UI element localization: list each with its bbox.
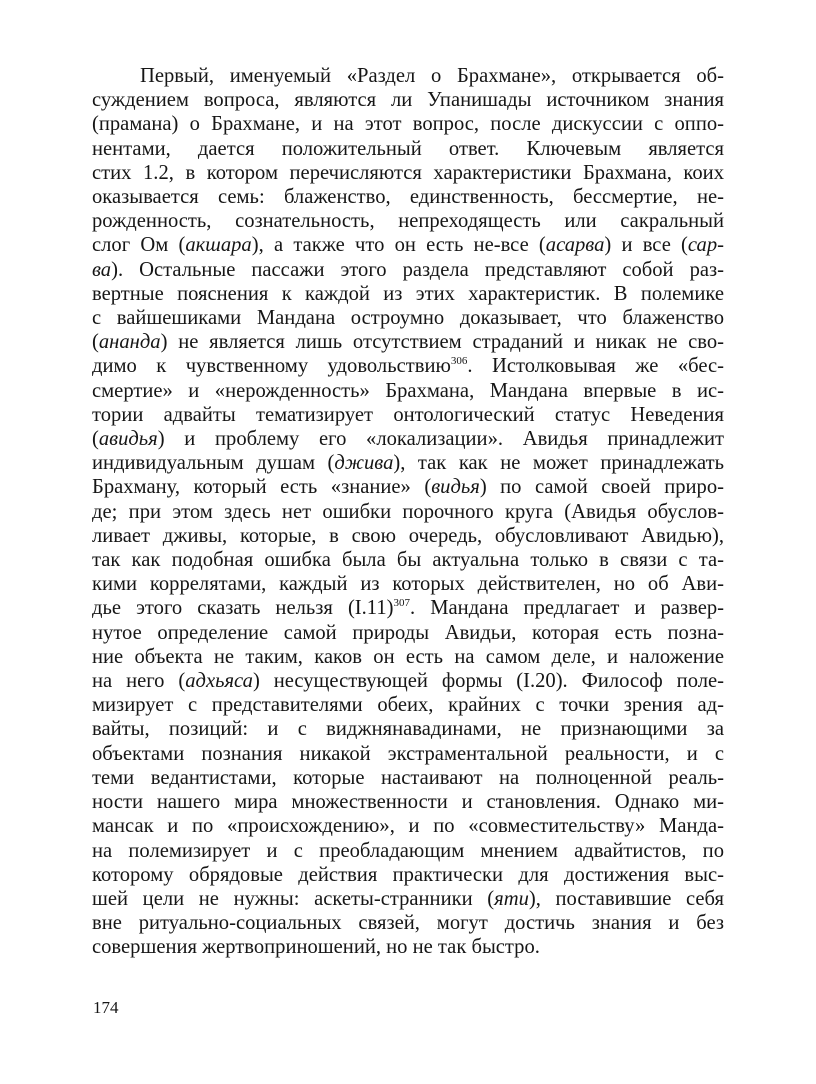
text-line [92, 863, 724, 887]
text-line [92, 548, 724, 572]
text-line [92, 621, 724, 645]
text-line [92, 451, 724, 475]
italic-term: ананда [98, 331, 161, 354]
italic-term: джива [334, 452, 394, 475]
text-line [92, 717, 724, 741]
text-run: . Мандана предлагает и развер- [410, 597, 724, 620]
text-run: мизирует с представителями обеих, крайних с точки зрения ад- [92, 694, 724, 717]
text-run: ). Остальные пассажи этого раздела представляют собой раз- [111, 258, 724, 281]
text-run: оказывается семь: блаженство, единственность, бессмертие, не- [92, 186, 724, 209]
text-run: шей цели не нужны: аскеты-странники ( [92, 887, 495, 910]
text-run: ) и проблему его «локализации». Авидья принадлежит [157, 428, 724, 451]
text-run: объектами познания никакой экстраментальной реальности, и с [92, 742, 724, 765]
text-run: Брахману, который есть «знание» ( [92, 476, 432, 499]
text-line [92, 330, 724, 354]
text-line [92, 258, 724, 282]
text-run: с вайшешиками Мандана остроумно доказывает, что блаженство [92, 307, 724, 330]
italic-term: асарва [545, 234, 605, 257]
text-line [92, 379, 724, 403]
text-run: слог Ом ( [92, 234, 186, 257]
text-run: так как подобная ошибка была бы актуальна только в связи с та- [92, 549, 724, 572]
text-line [92, 742, 724, 766]
text-run: ), так как не может принадлежать [393, 452, 724, 475]
footnote-ref: 307 [393, 597, 410, 610]
text-line [92, 596, 724, 620]
text-run: индивидуальным душам ( [92, 452, 335, 475]
text-run: стих 1.2, в котором перечисляются характеристики Брахмана, коих [92, 161, 724, 184]
italic-term: акшара [185, 234, 252, 257]
text-line [92, 839, 724, 863]
italic-term: сар- [687, 234, 724, 257]
text-line [92, 137, 724, 161]
text-line [92, 403, 724, 427]
italic-term: адхьяса [185, 670, 253, 693]
text-line [92, 911, 724, 935]
text-run: ( [92, 331, 99, 354]
text-run: димо к чувственному удовольствию [92, 355, 451, 378]
text-run: Первый, именуемый «Раздел о Брахмане», открывается об- [140, 65, 724, 87]
italic-term: авидья [98, 428, 158, 451]
text-line [92, 500, 724, 524]
text-line [92, 790, 724, 814]
text-run: дье этого сказать нельзя (I.11) [92, 597, 394, 620]
text-line [92, 669, 724, 693]
text-run: рожденность, сознательность, непреходящесть или сакральный [92, 210, 724, 233]
text-line [92, 427, 724, 451]
text-run: которому обрядовые действия практически для достижения выс- [92, 863, 724, 886]
text-line [92, 524, 724, 548]
text-run: ) и все ( [604, 234, 688, 257]
text-run: ливает дживы, которые, в свою очередь, обусловливают Авидью), [92, 524, 724, 547]
text-run: ) не является лишь отсутствием страданий и никак не сво- [160, 331, 724, 354]
text-run: мансак и по «происхождению», и по «совместительству» Манда- [92, 815, 724, 838]
text-line [92, 233, 724, 257]
text-run: ние объекта не таким, каков он есть на самом деле, и наложение [92, 645, 724, 668]
text-run: ( [92, 428, 99, 451]
text-line [92, 354, 724, 378]
text-run: ), поставившие себя [528, 887, 724, 910]
text-line [92, 306, 724, 330]
text-run: тории адвайты тематизирует онтологический статус Неведения [92, 403, 724, 426]
text-run: нентами, дается положительный ответ. Ключевым является [92, 137, 724, 160]
text-line [92, 475, 724, 499]
text-run: на него ( [92, 670, 186, 693]
text-run: вайты, позиций: и с виджнянавадинами, не признающими за [92, 718, 724, 741]
text-line [92, 161, 724, 185]
text-line [92, 935, 724, 959]
text-run: теми ведантистами, которые настаивают на полноценной реаль- [92, 766, 724, 789]
text-run: кими коррелятами, каждый из которых действителен, но об Ави- [92, 573, 724, 596]
italic-term: видья [431, 476, 480, 499]
text-line [92, 645, 724, 669]
text-run: смертие» и «нерожденность» Брахмана, Мандана впервые в ис- [92, 379, 724, 402]
text-run: де; при этом здесь нет ошибки порочного круга (Авидья обуслов- [92, 500, 724, 523]
text-line [92, 64, 724, 88]
text-run: . Истолковывая же «бес- [467, 355, 724, 378]
text-line [92, 112, 724, 136]
text-run: ) несуществующей формы (I.20). Философ поле- [252, 670, 724, 693]
text-run: на полемизирует и с преобладающим мнением адвайтистов, по [92, 839, 724, 862]
text-line [92, 282, 724, 306]
text-line [92, 814, 724, 838]
text-run: нутое определение самой природы Авидьи, которая есть позна- [92, 621, 724, 644]
text-run: суждением вопроса, являются ли Упанишады источником знания [92, 89, 724, 112]
text-line [92, 693, 724, 717]
page-number: 174 [93, 998, 119, 1017]
text-line [92, 572, 724, 596]
italic-term: ва [92, 258, 112, 281]
text-run: вне ритуально-социальных связей, могут достичь знания и без [92, 912, 724, 935]
footnote-ref: 306 [450, 355, 468, 368]
text-line [92, 887, 724, 911]
text-run: ) по самой своей приро- [479, 476, 725, 499]
text-line [92, 88, 724, 112]
text-run: вертные пояснения к каждой из этих характеристик. В полемике [92, 282, 724, 305]
text-run: ности нашего мира множественности и становления. Однако ми- [92, 791, 724, 814]
body-paragraph [92, 64, 724, 960]
text-line [92, 185, 724, 209]
text-run: (прамана) о Брахмане, и на этот вопрос, после дискуссии с оппо- [92, 113, 724, 136]
text-line [92, 766, 724, 790]
text-run: совершения жертвоприношений, но не так быстро. [92, 936, 540, 959]
text-run: ), а также что он есть не-все ( [251, 234, 546, 257]
italic-term: яти [494, 887, 529, 910]
text-line [92, 209, 724, 233]
